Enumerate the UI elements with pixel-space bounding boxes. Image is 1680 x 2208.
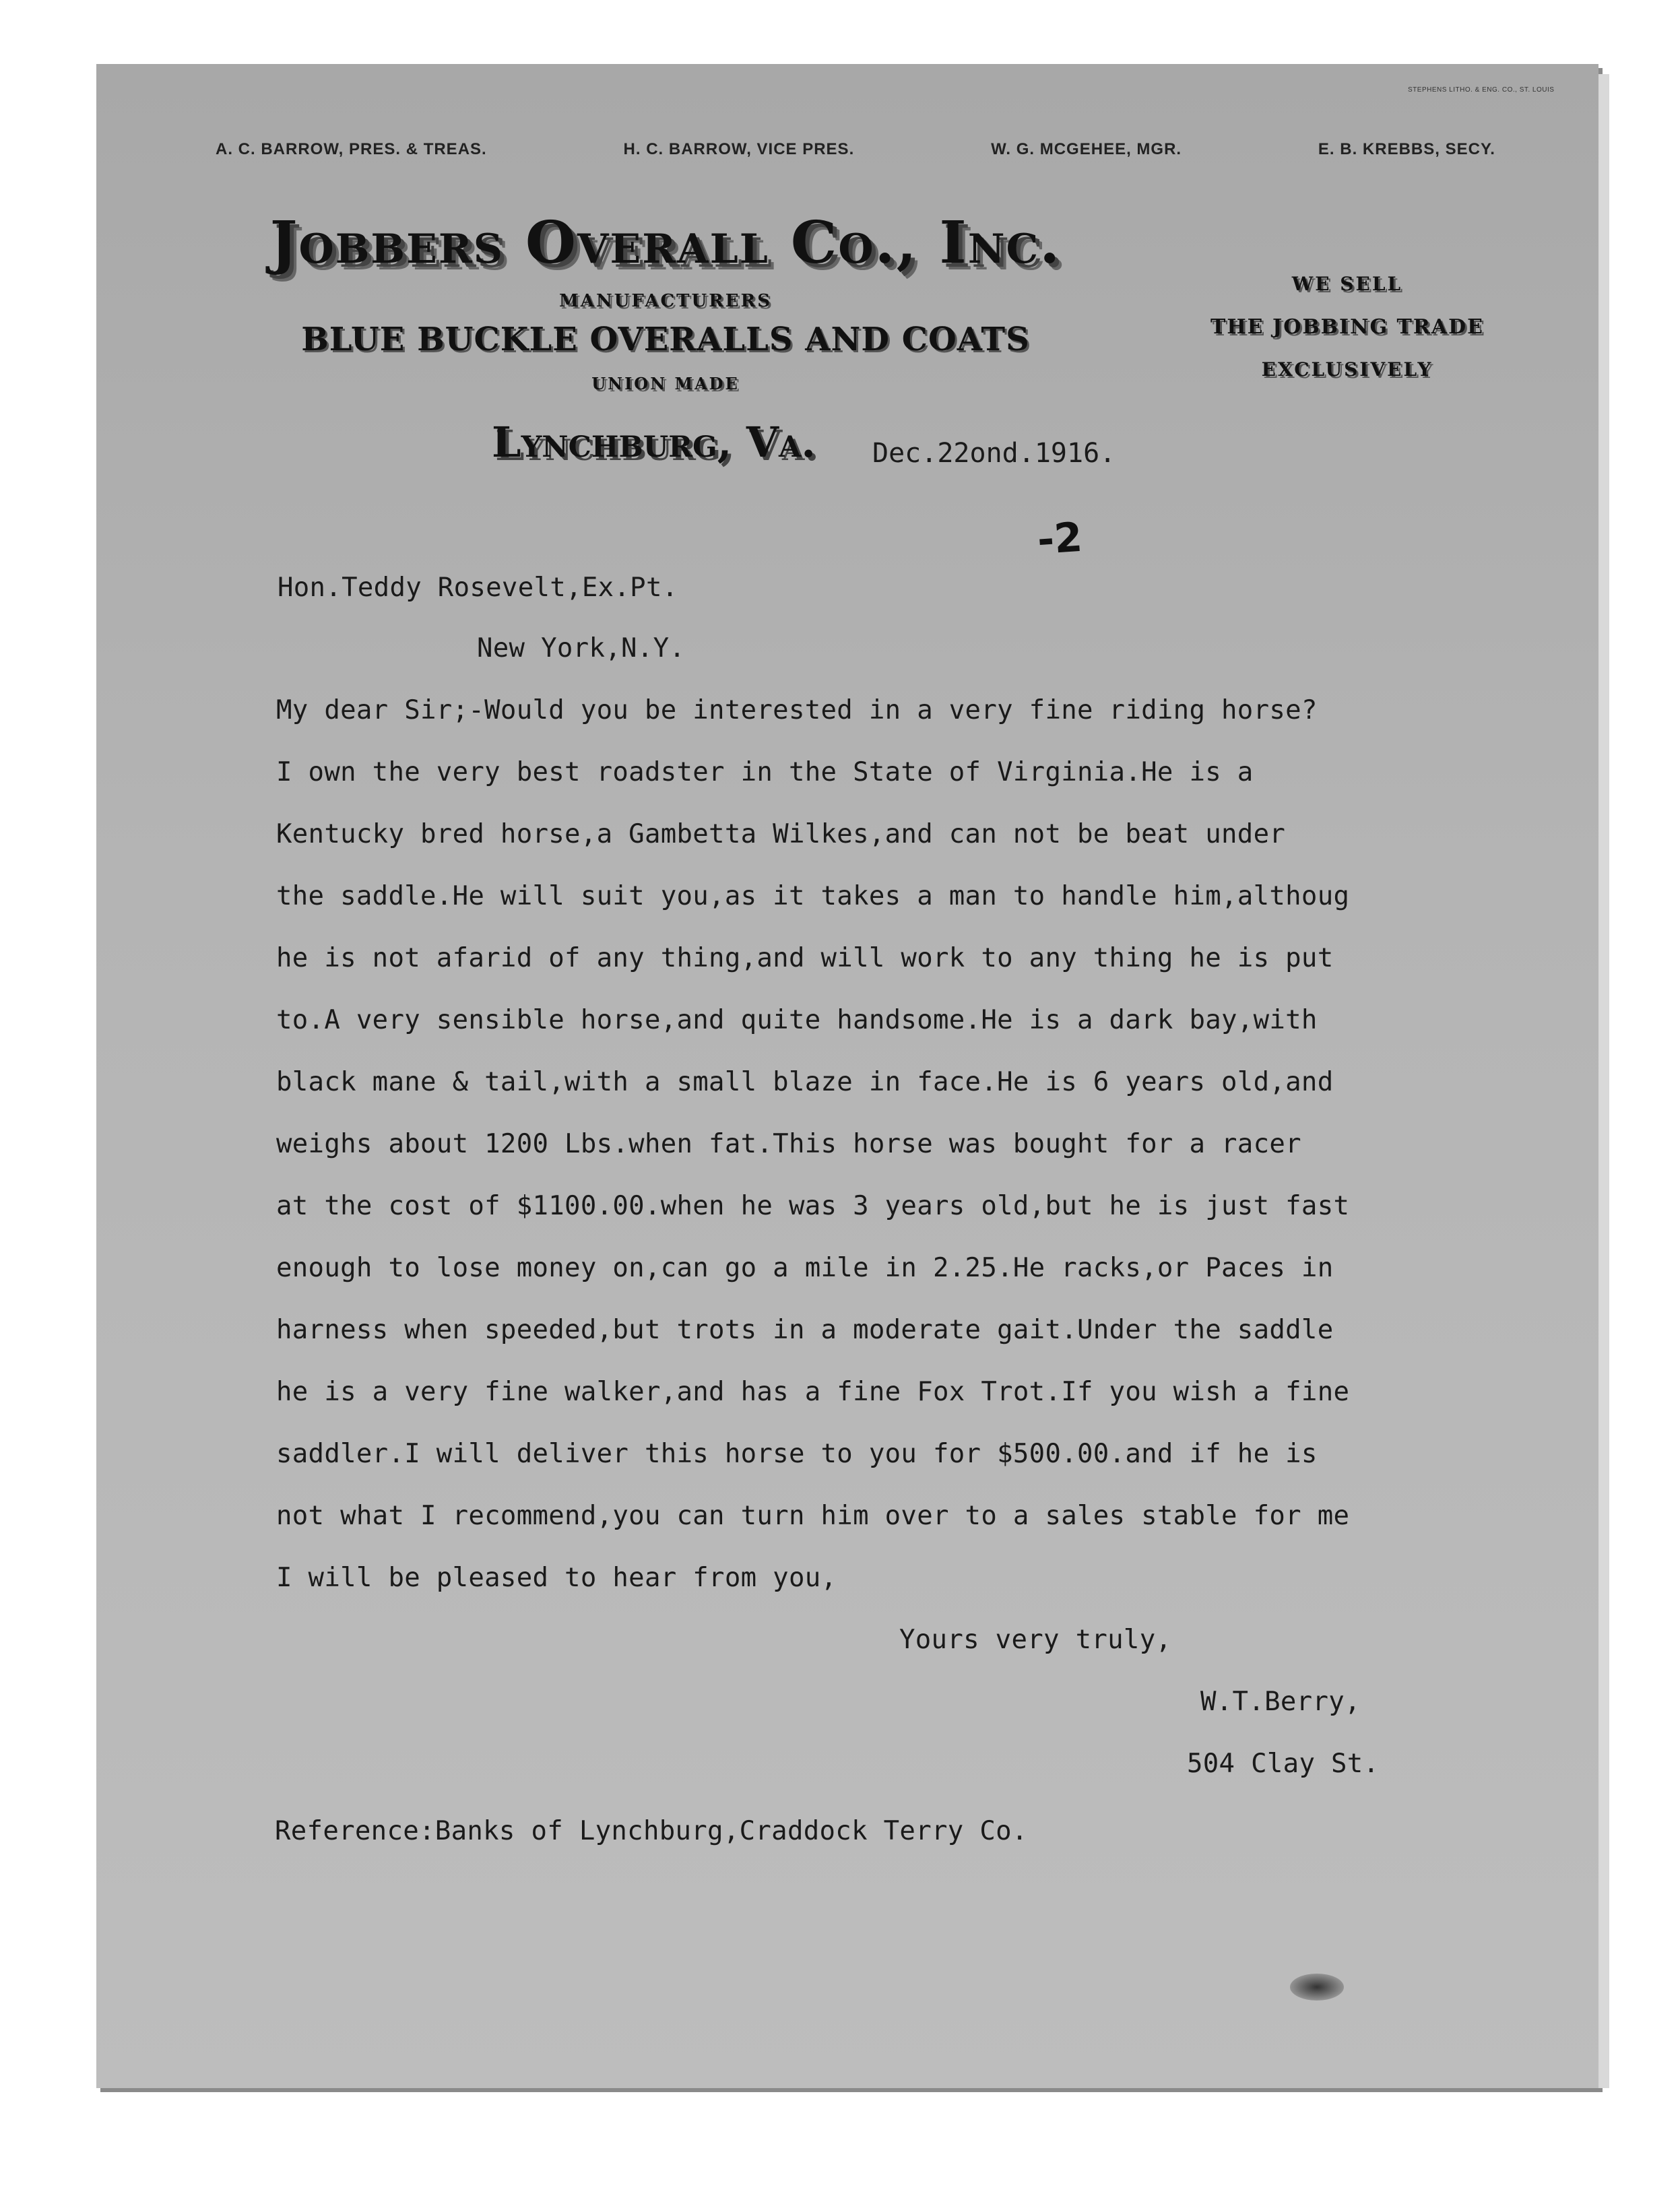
officer-president: A. C. BARROW, PRES. & TREAS. [216, 140, 487, 158]
letter-date: Dec.22ond.1916. [872, 438, 1116, 469]
company-name: Jobbers Overall Co., Inc. [269, 209, 1062, 277]
manufacturers-label: MANUFACTURERS [558, 291, 773, 311]
recipient-name: Hon.Teddy Rosevelt,Ex.Pt. [278, 573, 678, 603]
body-line: weighs about 1200 Lbs.when fat.This horse was bought for a racer [276, 1129, 1301, 1159]
body-line: saddler.I will deliver this horse to you for $500.00.and if he is [276, 1439, 1318, 1469]
paper-edge [1598, 74, 1609, 2088]
officers-line [216, 140, 1495, 159]
page-number-mark: -2 [1035, 513, 1085, 564]
body-line: My dear Sir;-Would you be interested in a very fine riding horse? [276, 695, 1318, 725]
body-line: he is a very fine walker,and has a fine Fox Trot.If you wish a fine [276, 1377, 1350, 1407]
body-line: to.A very sensible horse,and quite handsome.He is a dark bay,with [276, 1005, 1318, 1035]
ink-blot [1290, 1974, 1344, 2001]
body-line: at the cost of $1100.00.when he was 3 years old,but he is just fast [276, 1191, 1350, 1221]
body-line: harness when speeded,but trots in a moderate gait.Under the saddle [276, 1315, 1334, 1345]
body-line: black mane & tail,with a small blaze in face.He is 6 years old,and [276, 1067, 1334, 1097]
body-line: Kentucky bred horse,a Gambetta Wilkes,and can not be beat under [276, 819, 1286, 849]
sales-policy-line-3: EXCLUSIVELY [1261, 358, 1433, 381]
letterhead-city: Lynchburg, Va. [492, 418, 816, 467]
printer-mark: STEPHENS LITHO. & ENG. CO., ST. LOUIS [1408, 86, 1555, 94]
officer-manager: W. G. MCGEHEE, MGR. [991, 140, 1182, 158]
sales-policy-line-2: THE JOBBING TRADE [1210, 315, 1484, 339]
reference-line: Reference:Banks of Lynchburg,Craddock Terry Co. [275, 1816, 1028, 1846]
union-made-label: UNION MADE [591, 374, 740, 393]
sales-policy-line-1: WE SELL [1291, 273, 1403, 295]
sender-address: 504 Clay St. [1187, 1749, 1380, 1779]
body-line: not what I recommend,you can turn him over to a sales stable for me [276, 1501, 1350, 1531]
officer-vice-president: H. C. BARROW, VICE PRES. [623, 140, 855, 158]
letter-closing: Yours very truly, [899, 1625, 1172, 1655]
body-line: the saddle.He will suit you,as it takes a man to handle him,althoug [276, 881, 1350, 911]
body-line: I own the very best roadster in the State of Virginia.He is a [276, 757, 1254, 787]
body-line: enough to lose money on,can go a mile in 2.25.He racks,or Paces in [276, 1253, 1334, 1283]
officer-secretary: E. B. KREBBS, SECY. [1318, 140, 1495, 158]
body-line: I will be pleased to hear from you, [276, 1563, 837, 1593]
recipient-address: New York,N.Y. [477, 633, 686, 663]
product-line: BLUE BUCKLE OVERALLS AND COATS [301, 321, 1030, 358]
body-line: he is not afarid of any thing,and will work to any thing he is put [276, 943, 1334, 973]
signature: W.T.Berry, [1200, 1687, 1361, 1717]
